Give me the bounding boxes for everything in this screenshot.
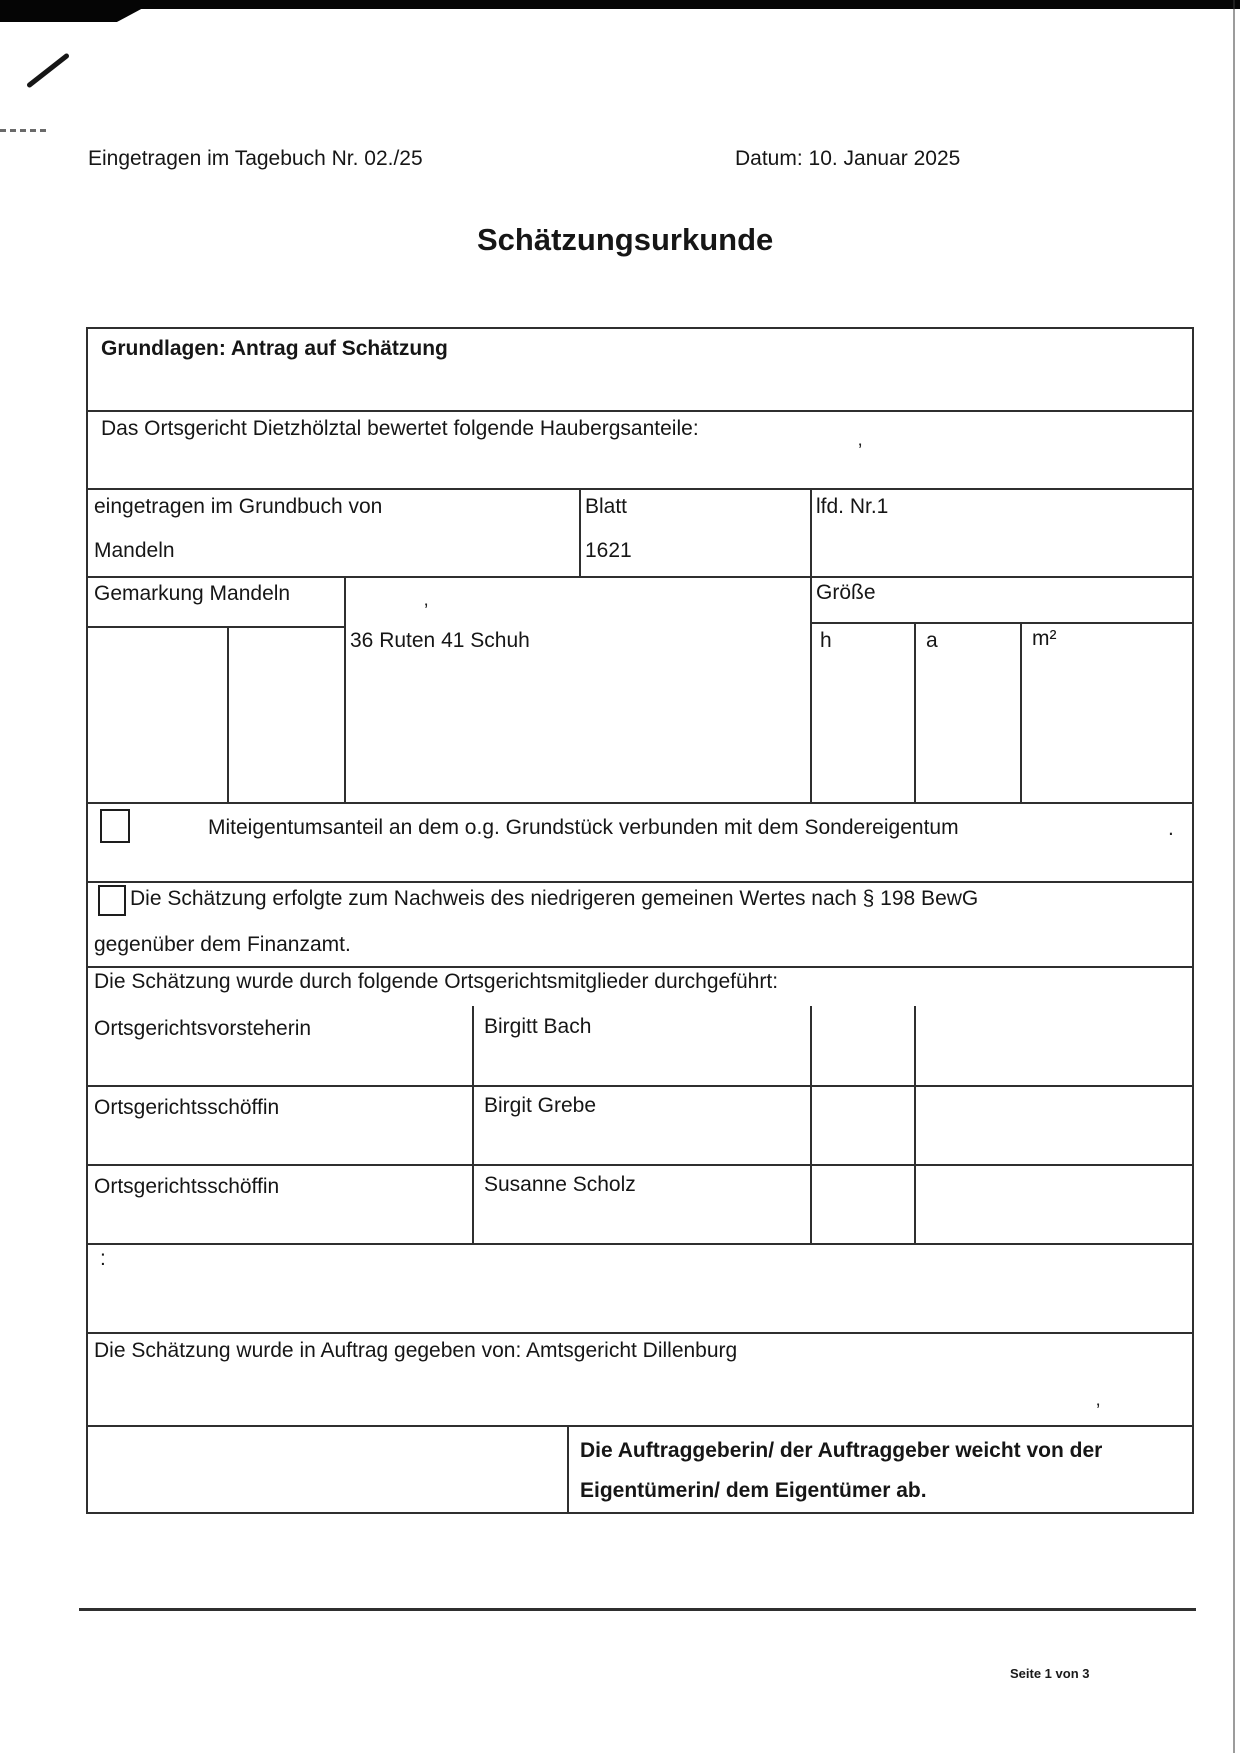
grid-line (344, 576, 346, 802)
mitglied-rolle: Ortsgerichtsschöffin (94, 1096, 280, 1119)
stray-tick-mark: ’ (424, 601, 429, 622)
pen-stroke-mark (26, 53, 70, 89)
grid-line (810, 622, 1192, 624)
date-text: Datum: 10. Januar 2025 (735, 147, 961, 170)
unit-h-label: h (820, 629, 832, 652)
grid-line (227, 626, 229, 802)
grid-line (472, 1006, 474, 1243)
intro-text: Das Ortsgericht Dietzhölztal bewertet folgende Haubergsanteile: (101, 417, 699, 440)
stray-tick-mark: ’ (858, 441, 863, 462)
scan-top-edge-artifact (0, 0, 1240, 9)
schaetzung-198-checkbox[interactable] (98, 885, 126, 916)
grid-line (88, 1164, 1192, 1166)
schaetzung-198-label-line2: gegenüber dem Finanzamt. (94, 933, 351, 956)
stray-period-mark: . (1168, 817, 1174, 840)
mitglied-rolle: Ortsgerichtsvorsteherin (94, 1017, 312, 1040)
grid-line (88, 1243, 1192, 1245)
blatt-value: 1621 (585, 539, 632, 562)
miteigentum-checkbox[interactable] (100, 809, 130, 843)
stray-tick-mark: ’ (1096, 1401, 1101, 1422)
flaeche-value: 36 Ruten 41 Schuh (350, 629, 530, 652)
grid-line (914, 622, 916, 802)
grid-line (567, 1425, 569, 1512)
grid-line (88, 576, 1192, 578)
grid-line (88, 488, 1192, 490)
gemarkung-label: Gemarkung Mandeln (94, 582, 291, 605)
grid-line (88, 881, 1192, 883)
grid-line (88, 1085, 1192, 1087)
mitglied-name: Birgit Grebe (484, 1094, 597, 1117)
grid-line (88, 1332, 1192, 1334)
blatt-label: Blatt (585, 495, 628, 518)
unit-m2-label: m² (1032, 627, 1057, 650)
grid-line (88, 966, 1192, 968)
schaetzung-198-label-line1: Die Schätzung erfolgte zum Nachweis des niedrigeren gemeinen Wertes nach § 198 BewG (130, 887, 979, 910)
mitglied-name: Birgitt Bach (484, 1015, 592, 1038)
mitglied-rolle: Ortsgerichtsschöffin (94, 1175, 280, 1198)
groesse-label: Größe (816, 581, 876, 604)
grid-line (88, 802, 1192, 804)
grid-line (88, 626, 344, 628)
miteigentum-label: Miteigentumsanteil an dem o.g. Grundstück verbunden mit dem Sondereigentum (208, 816, 959, 839)
scan-left-dash-artifact (0, 129, 46, 132)
unit-a-label: a (926, 629, 938, 652)
bottom-divider-line (79, 1608, 1196, 1611)
grid-line (810, 576, 812, 802)
auftrag-text: Die Schätzung wurde in Auftrag gegeben von: Amtsgericht Dillenburg (94, 1339, 738, 1362)
grid-line (810, 488, 812, 576)
auftraggeber-hinweis-line1: Die Auftraggeberin/ der Auftraggeber weicht von der (580, 1439, 1103, 1462)
scan-right-edge-artifact (1233, 0, 1235, 1753)
mitglieder-header: Die Schätzung wurde durch folgende Ortsgerichtsmitglieder durchgeführt: (94, 970, 779, 993)
grundbuch-label: eingetragen im Grundbuch von (94, 495, 383, 518)
grid-line (579, 488, 581, 576)
colon-row-text: : (100, 1247, 106, 1270)
section-grundlagen-label: Grundlagen: Antrag auf Schätzung (101, 337, 448, 360)
mitglied-name: Susanne Scholz (484, 1173, 636, 1196)
grundbuch-value: Mandeln (94, 539, 175, 562)
grid-line (810, 1006, 812, 1243)
grid-line (914, 1006, 916, 1243)
page-title: Schätzungsurkunde (477, 222, 774, 257)
auftraggeber-hinweis-line2: Eigentümerin/ dem Eigentümer ab. (580, 1479, 927, 1502)
lfd-nr-label: lfd. Nr.1 (816, 495, 889, 518)
page-number: Seite 1 von 3 (1010, 1666, 1090, 1681)
grid-line (88, 410, 1192, 412)
scan-corner-artifact (0, 0, 158, 22)
grid-line (88, 1425, 1192, 1427)
grid-line (1020, 622, 1022, 802)
form-table (86, 327, 1194, 1514)
tagebuch-entry-text: Eingetragen im Tagebuch Nr. 02./25 (88, 147, 423, 170)
